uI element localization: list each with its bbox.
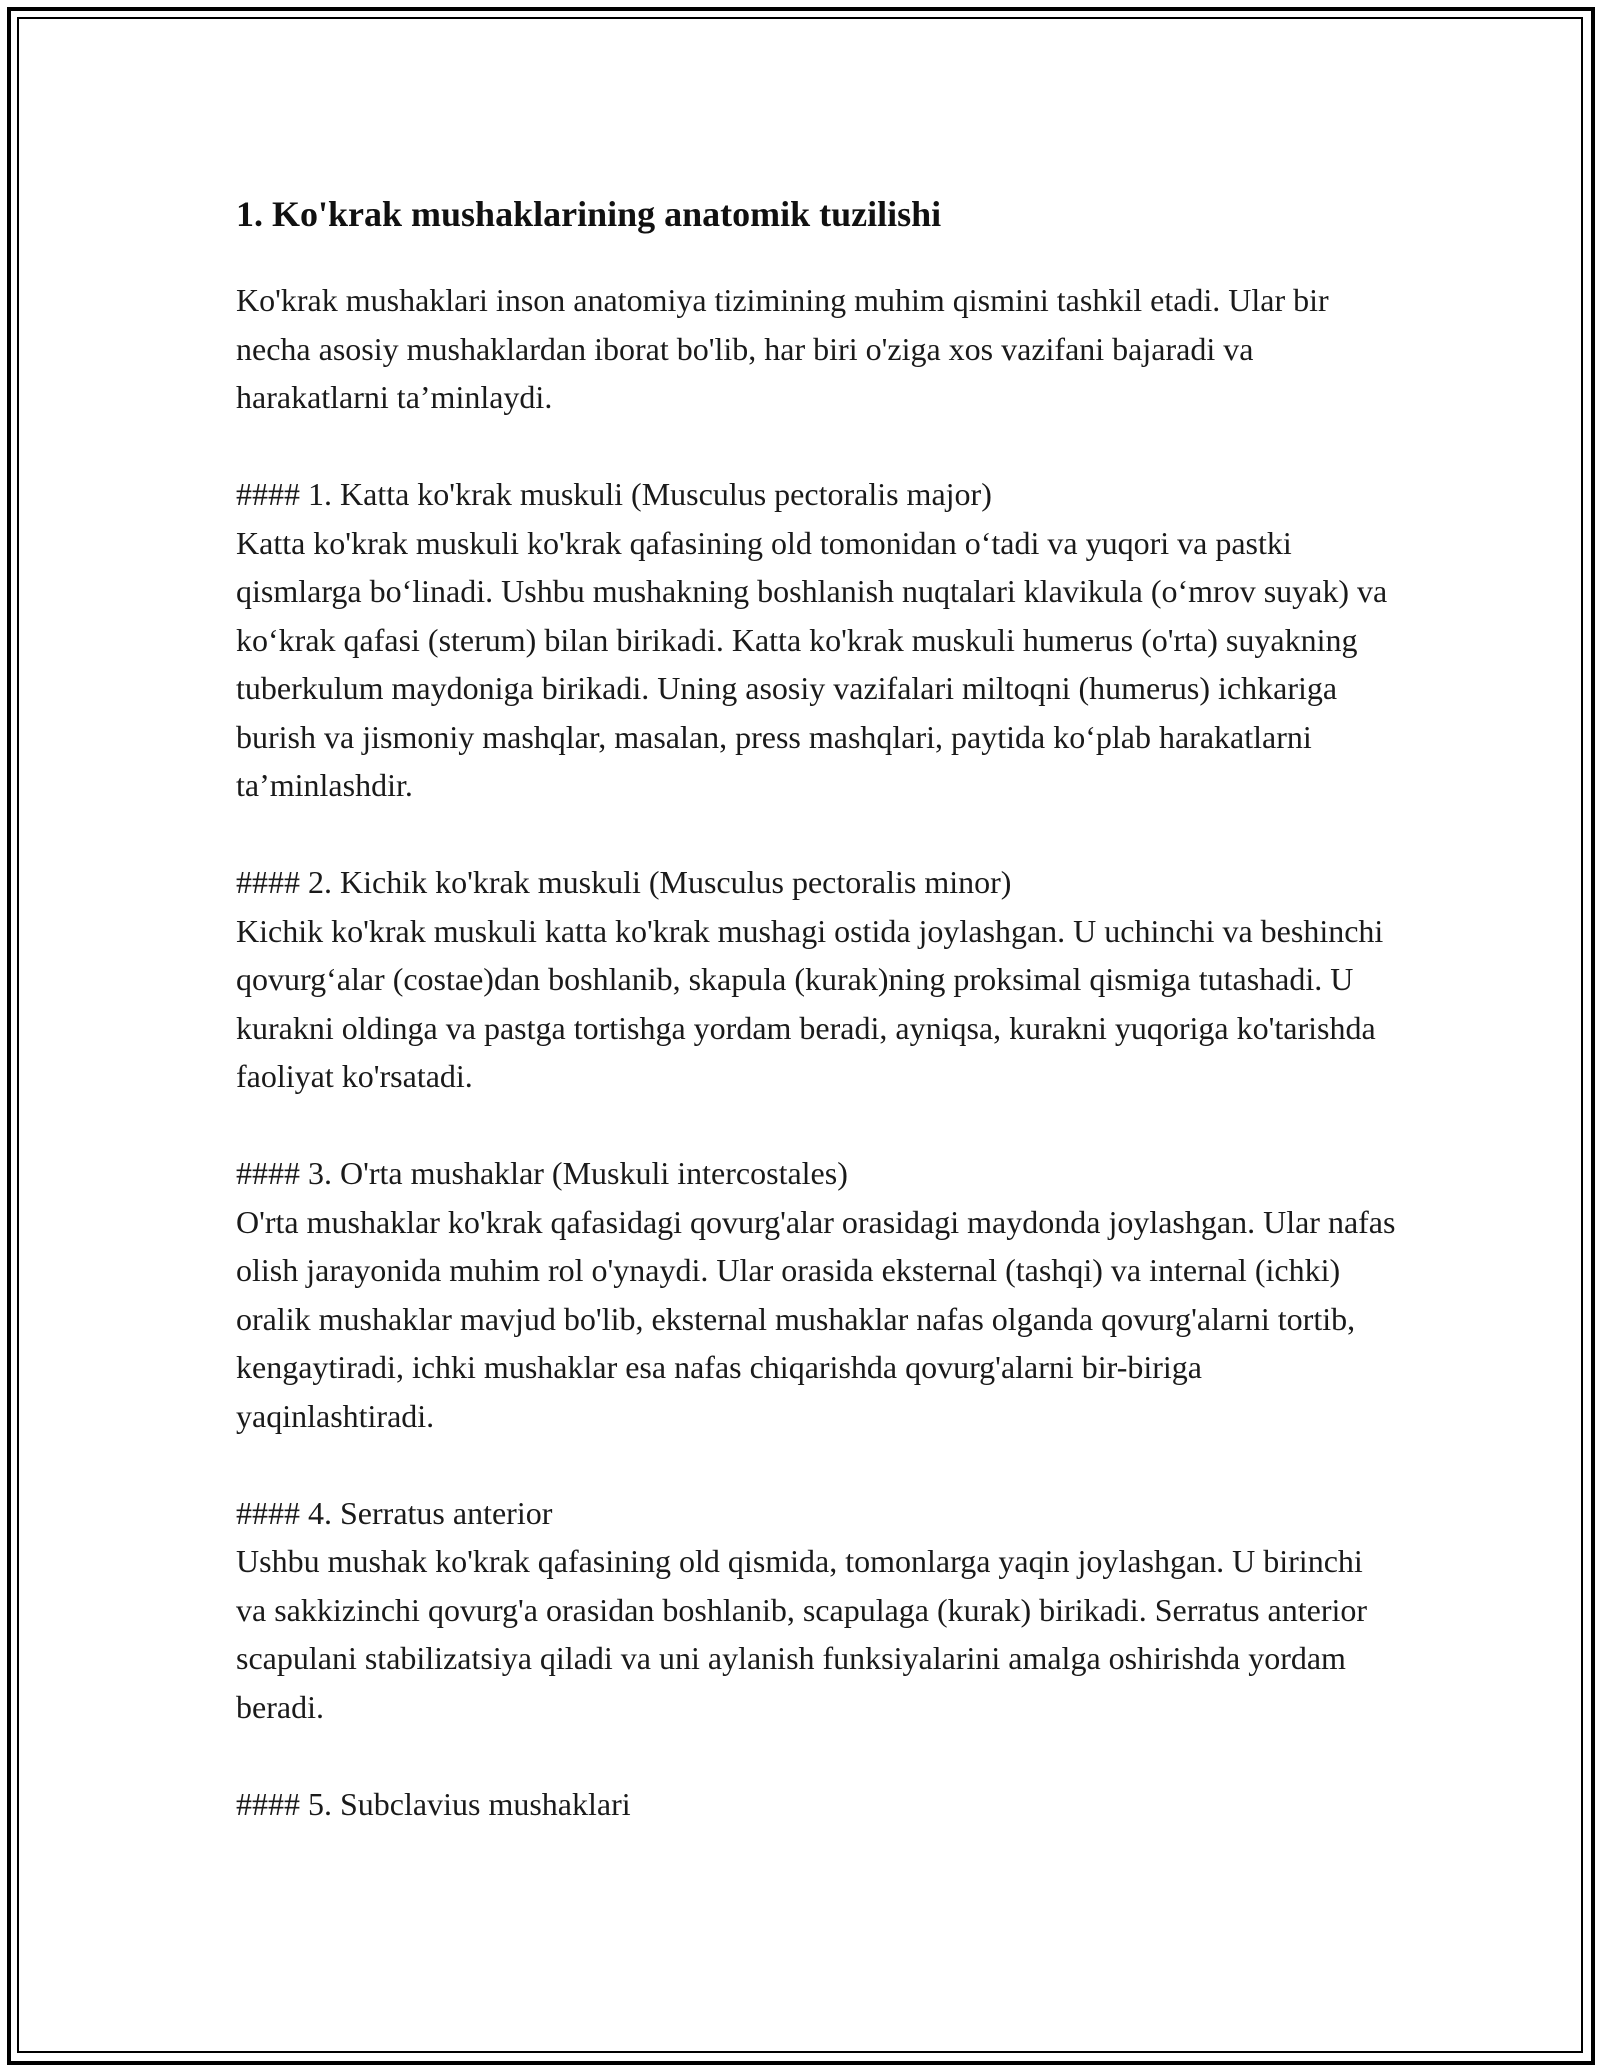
section-heading-serratus-anterior: #### 4. Serratus anterior <box>236 1494 553 1531</box>
paragraph-spacer <box>236 810 1396 859</box>
section-heading-subclavius: #### 5. Subclavius mushaklari <box>236 1785 631 1822</box>
paragraph-spacer <box>236 1101 1396 1150</box>
section-body-serratus-anterior: Ushbu mushak ko'krak qafasining old qismida, tomonlarga yaqin joylashgan. U birinchi va sakkizinchi qovurg'a orasidan boshlanib, scapulaga (kurak) birikadi. Serratus anterior scapulani stabilizatsiya qiladi va uni aylanish funksiyalarini amalga oshirishda yordam beradi. <box>236 1543 1368 1725</box>
section-heading-pectoralis-major: #### 1. Katta ko'krak muskuli (Musculus pectoralis major) <box>236 476 992 512</box>
intro-paragraph: Ko'krak mushaklari inson anatomiya tizimining muhim qismini tashkil etadi. Ular bir necha asosiy mushaklardan iborat bo'lib, har biri o'ziga xos vazifani bajaradi va harakatlarni ta’minlaydi. <box>236 282 1329 415</box>
section-body-intercostales: O'rta mushaklar ko'krak qafasidagi qovurg'alar orasidagi maydonda joylashgan. Ular nafas olish jarayonida muhim rol o'ynaydi. Ular orasida eksternal (tashqi) va internal (ichki) oralik mushaklar mavjud bo'lib, eksternal mushaklar nafas olganda qovurg'alarni tortib, kengaytiradi, ichki mushaklar esa nafas chiqarishda qovurg'alarni bir-biriga yaqinlashtiradi. <box>236 1203 1396 1434</box>
section-body-pectoralis-major: Katta ko'krak muskuli ko'krak qafasining old tomonidan o‘tadi va yuqori va pastki qismlarga bo‘linadi. Ushbu mushakning boshlanish nuqtalari klavikula (o‘mrov suyak) va ko‘krak qafasi (sterum) bilan birikadi. Katta ko'krak muskuli humerus (o'rta) suyakning tuberkulum maydoniga birikadi. Uning asosiy vazifalari miltoqni (humerus) ichkariga burish va jismoniy mashqlar, masalan, press mashqlari, paytida ko‘plab harakatlarni ta’minlashdir. <box>236 524 1388 803</box>
section-body-pectoralis-minor: Kichik ko'krak muskuli katta ko'krak mushagi ostida joylashgan. U uchinchi va beshinchi qovurg‘alar (costae)dan boshlanib, skapula (kurak)ning proksimal qismiga tutashadi. U kurakni oldinga va pastga tortishga yordam beradi, ayniqsa, kurakni yuqoriga ko'tarishda faoliyat ko'rsatadi. <box>236 912 1384 1094</box>
paragraph-spacer <box>236 1440 1396 1489</box>
section-heading-pectoralis-minor: #### 2. Kichik ko'krak muskuli (Musculus pectoralis minor) <box>236 864 1012 900</box>
document-title: 1. Ko'krak mushaklarining anatomik tuzilishi <box>236 194 942 234</box>
paragraph-spacer <box>236 422 1396 471</box>
document-body <box>236 186 1396 1828</box>
section-heading-intercostales: #### 3. O'rta mushaklar (Muskuli intercostales) <box>236 1155 848 1191</box>
paragraph-spacer <box>236 1731 1396 1780</box>
